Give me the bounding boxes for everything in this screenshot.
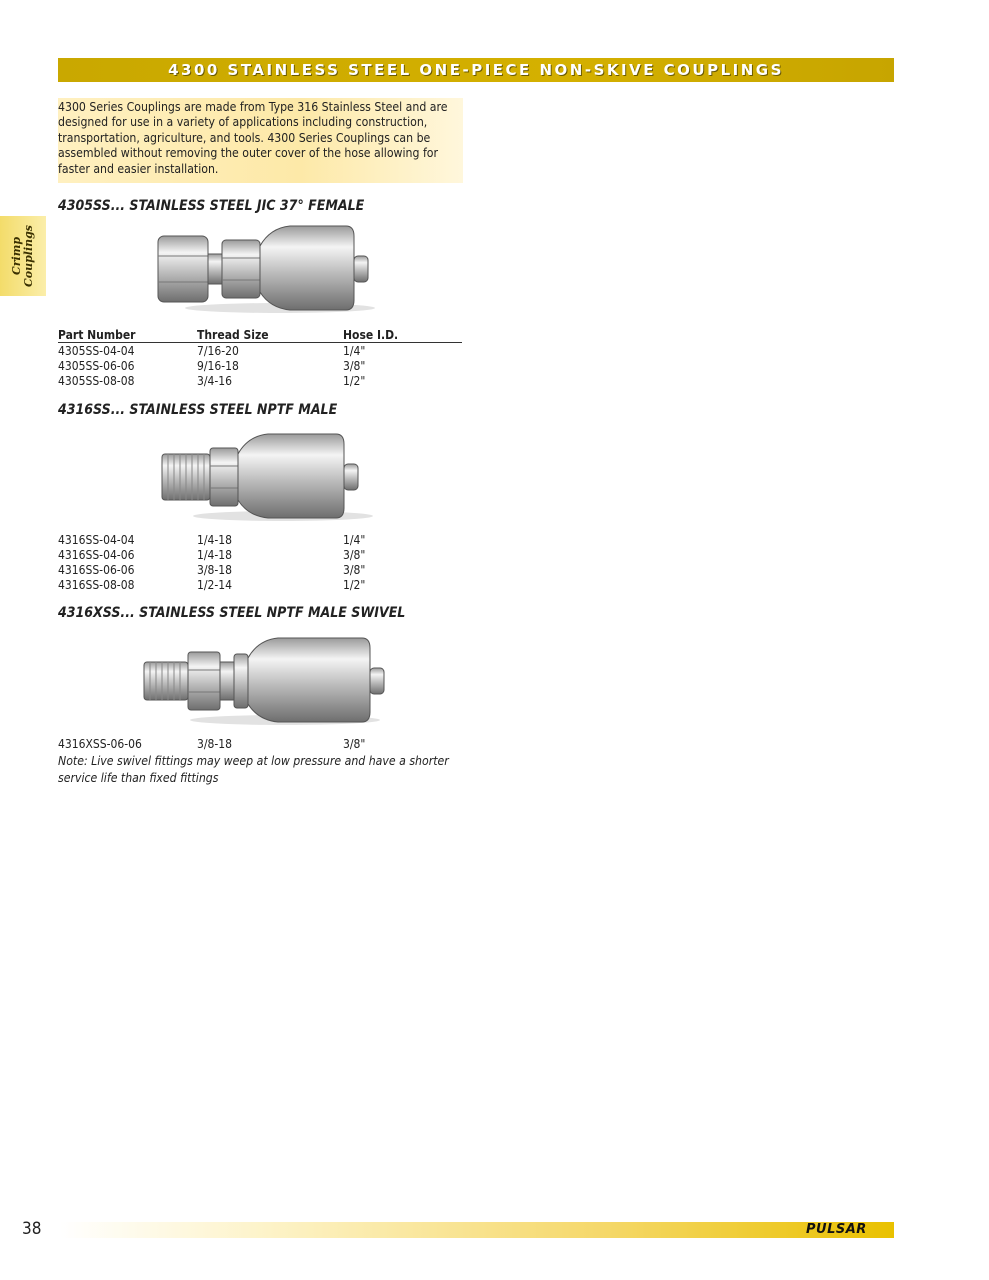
nptf-male-swivel-fitting-image xyxy=(140,634,392,726)
table-row xyxy=(58,578,462,593)
table-row xyxy=(58,533,462,548)
section-title-4305ss: 4305SS... STAINLESS STEEL JIC 37° FEMALE xyxy=(58,198,365,214)
table-row xyxy=(58,548,462,563)
intro-line: assembled without removing the outer cover of the hose allowing for xyxy=(58,146,439,161)
part-number: 4316SS-06-06 xyxy=(58,563,135,577)
page-title: 4300 STAINLESS STEEL ONE-PIECE NON-SKIVE COUPLINGS xyxy=(168,61,784,79)
swivel-note: Note: Live swivel fittings may weep at low pressure and have a shorter service life than fixed fittings xyxy=(58,754,449,785)
part-number: 4316XSS-06-06 xyxy=(58,737,142,751)
jic-female-fitting-image xyxy=(150,222,380,314)
header-hose-id: Hose I.D. xyxy=(343,328,399,342)
thread-size: 1/4-18 xyxy=(197,533,233,547)
part-number: 4305SS-04-04 xyxy=(58,344,135,358)
section-title-4316xss: 4316XSS... STAINLESS STEEL NPTF MALE SWIVEL xyxy=(58,605,406,621)
part-number: 4316SS-08-08 xyxy=(58,578,135,592)
hose-id: 1/4" xyxy=(343,533,366,547)
pulsar-logo: PULSAR xyxy=(806,1222,867,1237)
intro-line: 4300 Series Couplings are made from Type 316 Stainless Steel and are xyxy=(58,100,448,114)
table-row xyxy=(58,359,462,374)
intro-line: designed for use in a variety of applications including construction, xyxy=(58,115,428,130)
table-row xyxy=(58,374,462,389)
part-number: 4316SS-04-06 xyxy=(58,548,135,562)
part-number: 4305SS-06-06 xyxy=(58,359,135,373)
hose-id: 1/2" xyxy=(343,374,366,388)
hose-id: 3/8" xyxy=(343,737,366,751)
header-thread-size: Thread Size xyxy=(197,328,269,342)
thread-size: 3/8-18 xyxy=(197,737,233,751)
hose-id: 3/8" xyxy=(343,548,366,562)
intro-line: faster and easier installation. xyxy=(58,161,219,176)
table-row xyxy=(58,344,462,359)
part-number: 4305SS-08-08 xyxy=(58,374,135,388)
table-row xyxy=(58,563,462,578)
thread-size: 3/8-18 xyxy=(197,563,233,577)
section-title-4316ss: 4316SS... STAINLESS STEEL NPTF MALE xyxy=(58,402,338,418)
header-part-number: Part Number xyxy=(58,328,136,342)
table-row xyxy=(58,737,462,752)
title-banner xyxy=(58,58,894,82)
table-header xyxy=(58,328,462,343)
thread-size: 1/2-14 xyxy=(197,578,233,592)
hose-id: 3/8" xyxy=(343,359,366,373)
side-tab-line1: Crimp xyxy=(10,236,23,276)
side-tab xyxy=(0,216,46,296)
intro-line: transportation, agriculture, and tools. 4300 Series Couplings can be xyxy=(58,130,431,145)
side-tab-line2: Couplings xyxy=(22,224,35,288)
thread-size: 7/16-20 xyxy=(197,344,239,358)
nptf-male-fitting-image xyxy=(158,430,380,522)
intro-paragraph xyxy=(58,98,463,183)
side-tab-label xyxy=(11,225,35,287)
hose-id: 1/2" xyxy=(343,578,366,592)
thread-size: 1/4-18 xyxy=(197,548,233,562)
part-number: 4316SS-04-04 xyxy=(58,533,135,547)
page-number: 38 xyxy=(22,1219,42,1239)
hose-id: 1/4" xyxy=(343,344,366,358)
thread-size: 3/4-16 xyxy=(197,374,233,388)
thread-size: 9/16-18 xyxy=(197,359,239,373)
hose-id: 3/8" xyxy=(343,563,366,577)
footer-bar xyxy=(60,1222,894,1238)
